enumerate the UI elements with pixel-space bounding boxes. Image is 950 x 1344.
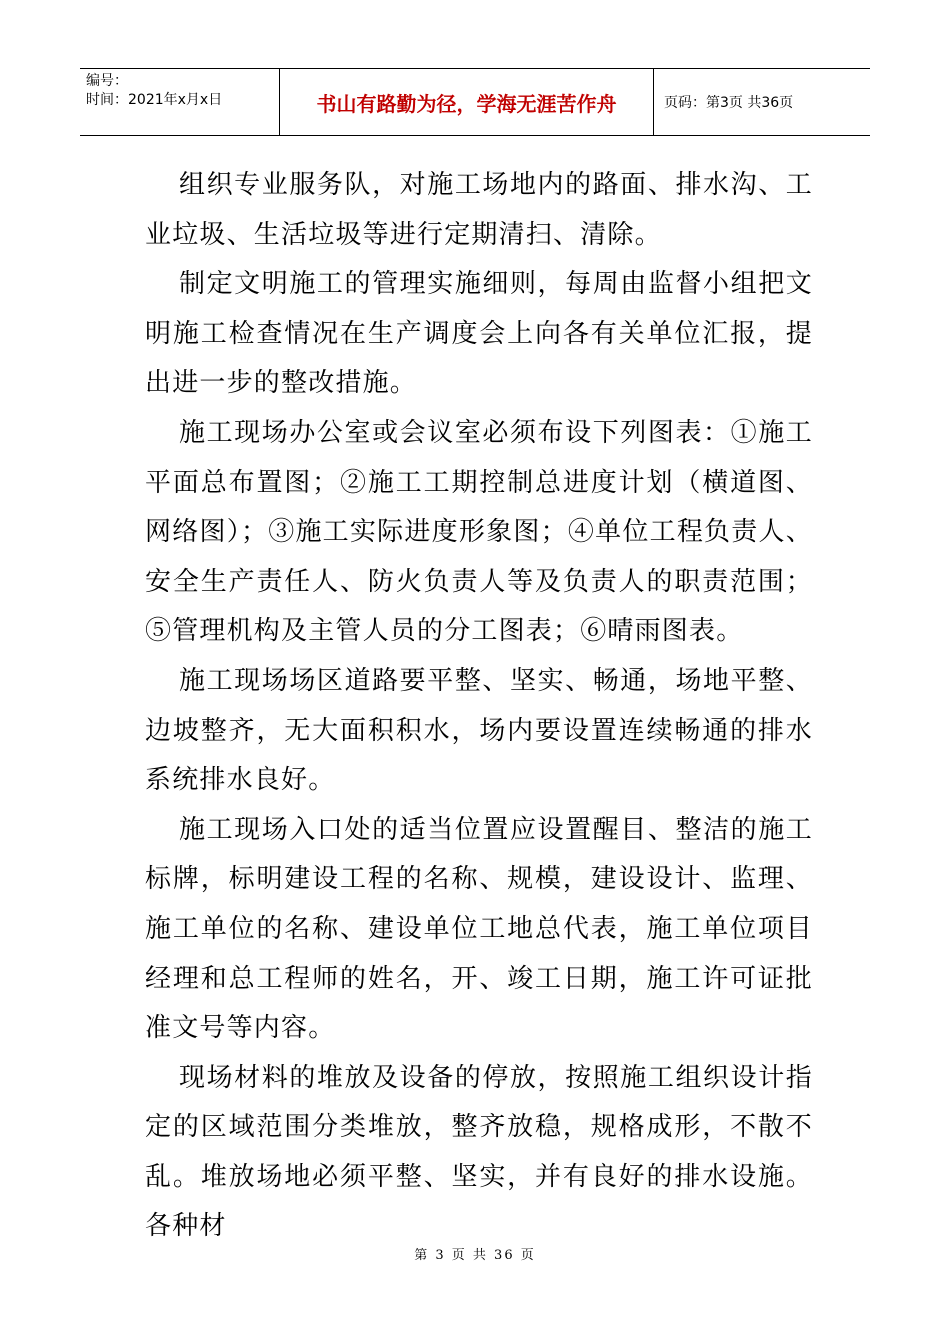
page-header [80,68,870,136]
header-meta-cell [80,69,280,135]
paragraph: 施工现场场区道路要平整、坚实、畅通，场地平整、边坡整齐，无大面积积水，场内要设置连续畅通的排水系统排水良好。 [145,665,813,796]
paragraph: 施工现场入口处的适当位置应设置醒目、整洁的施工标牌，标明建设工程的名称、规模，建设设计、监理、施工单位的名称、建设单位工地总代表，施工单位项目经理和总工程师的姓名，开、竣工日期，施工许可证批准文号等内容。 [145,814,813,1044]
paragraph: 现场材料的堆放及设备的停放，按照施工组织设计指定的区域范围分类堆放，整齐放稳，规格成形，不散不乱。堆放场地必须平整、坚实，并有良好的排水设施。各种材 [145,1062,813,1242]
header-page-info: 页码：第3页 共36页 [664,95,794,111]
paragraph: 组织专业服务队，对施工场地内的路面、排水沟、工业垃圾、生活垃圾等进行定期清扫、清除。 [145,170,813,250]
document-date-label: 时间：2021年x月x日 [86,92,223,108]
page-footer: 第 3 页 共 36 页 [414,1248,536,1263]
header-motto: 书山有路勤为径，学海无涯苦作舟 [280,69,654,135]
paragraph: 施工现场办公室或会议室必须布设下列图表：①施工平面总布置图；②施工工期控制总进度计划（横道图、网络图）；③施工实际进度形象图；④单位工程负责人、安全生产责任人、防火负责人等及负责人的职责范围；⑤管理机构及主管人员的分工图表；⑥晴雨图表。 [145,417,813,647]
paragraph: 制定文明施工的管理实施细则，每周由监督小组把文明施工检查情况在生产调度会上向各有关单位汇报，提出进一步的整改措施。 [145,269,813,399]
document-body [145,161,813,1252]
document-number-label: 编号： [86,73,128,89]
